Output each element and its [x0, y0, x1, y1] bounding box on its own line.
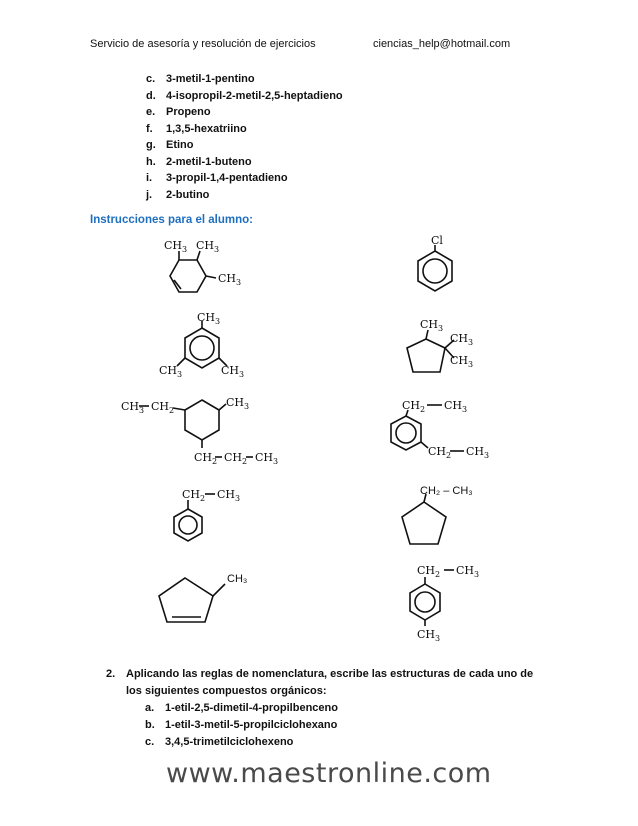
svg-text:CH3: $CH_3$ — [121, 400, 145, 415]
svg-text:CH2: $CH_2$ — [402, 399, 426, 414]
svg-text:CH2: $CH_2$ — [417, 564, 441, 579]
structure-ethylbenzene — [168, 484, 248, 548]
svg-text:CH3: $CH_3$ — [466, 445, 490, 460]
question-number: 2. — [106, 668, 116, 680]
structure-substituted-cyclohexane — [118, 394, 298, 466]
svg-text:Cl: Cl — [431, 234, 443, 247]
structure-diethylbenzene-meta — [382, 396, 492, 464]
list-item: j. 2-butino — [146, 188, 210, 201]
list-item: h. 2-metil-1-buteno — [146, 155, 252, 168]
list-item: c. 3-metil-1-pentino — [146, 73, 255, 85]
structure-ethylcyclopentane — [398, 484, 488, 560]
structure-chlorobenzene — [405, 234, 465, 304]
svg-text:CH3: $CH_3$ — [420, 318, 444, 333]
list-item: c. 3,4,5-trimetilciclohexeno — [145, 736, 294, 748]
structure-ethylmethylbenzene-para — [397, 562, 487, 646]
svg-text:CH2: $CH_2$ — [224, 451, 248, 466]
list-item: e. Propeno — [146, 106, 211, 118]
svg-text:CH3: $CH_3$ — [417, 628, 441, 643]
svg-text:CH3: $CH_3$ — [450, 354, 474, 369]
nomenclature-list — [146, 73, 343, 205]
list-item: g. Etino — [146, 139, 194, 151]
question-text-line1: Aplicando las reglas de nomenclatura, escribe las estructuras de cada uno de — [126, 668, 534, 680]
list-item: i. 3-propil-1,4-pentadieno — [146, 172, 288, 184]
svg-text:CH3: $CH_3$ — [255, 451, 279, 466]
svg-text:CH₂ – CH₃: CH₂ – CH₃ — [420, 485, 473, 497]
structure-methylcyclopentene — [155, 570, 255, 636]
svg-text:CH₃: CH₃ — [227, 573, 248, 585]
svg-text:CH2: $CH_2$ — [428, 445, 452, 460]
svg-text:CH3: $CH_3$ — [450, 332, 474, 347]
structure-trimethylcyclopentane — [400, 316, 480, 382]
footer-website: www.maestronline.com — [166, 758, 492, 789]
svg-text:CH3: $CH_3$ — [159, 364, 183, 379]
svg-text:CH2: $CH_2$ — [151, 400, 175, 415]
svg-text:CH3: $CH_3$ — [196, 239, 220, 254]
svg-text:CH3: $CH_3$ — [217, 488, 241, 503]
svg-text:CH3: $CH_3$ — [221, 364, 245, 379]
svg-text:CH2: $CH_2$ — [194, 451, 218, 466]
question-text-line2: los siguientes compuestos orgánicos: — [126, 685, 327, 697]
svg-text:CH3: $CH_3$ — [456, 564, 480, 579]
list-item: d. 4-isopropil-2-metil-2,5-heptadieno — [146, 89, 343, 102]
list-item: f. 1,3,5-hexatriino — [146, 122, 247, 135]
structure-trimethylbenzene — [155, 311, 255, 384]
svg-text:CH3: $CH_3$ — [164, 239, 188, 254]
svg-text:CH3: $CH_3$ — [226, 396, 250, 411]
list-item: a. 1-etil-2,5-dimetil-4-propilbenceno — [145, 702, 338, 714]
header-left: Servicio de asesoría y resolución de ejercicios — [90, 38, 316, 50]
svg-text:CH2: $CH_2$ — [182, 488, 206, 503]
svg-text:CH3: $CH_3$ — [218, 272, 242, 287]
list-item: b. 1-etil-3-metil-5-propilciclohexano — [145, 719, 338, 731]
compound-list — [145, 702, 338, 753]
header-email: ciencias_help@hotmail.com — [373, 38, 511, 50]
structure-trimethylcyclohexene — [150, 236, 260, 306]
svg-text:CH3: $CH_3$ — [197, 311, 221, 326]
instructions-title: Instrucciones para el alumno: — [90, 214, 253, 226]
svg-text:CH3: $CH_3$ — [444, 399, 468, 414]
